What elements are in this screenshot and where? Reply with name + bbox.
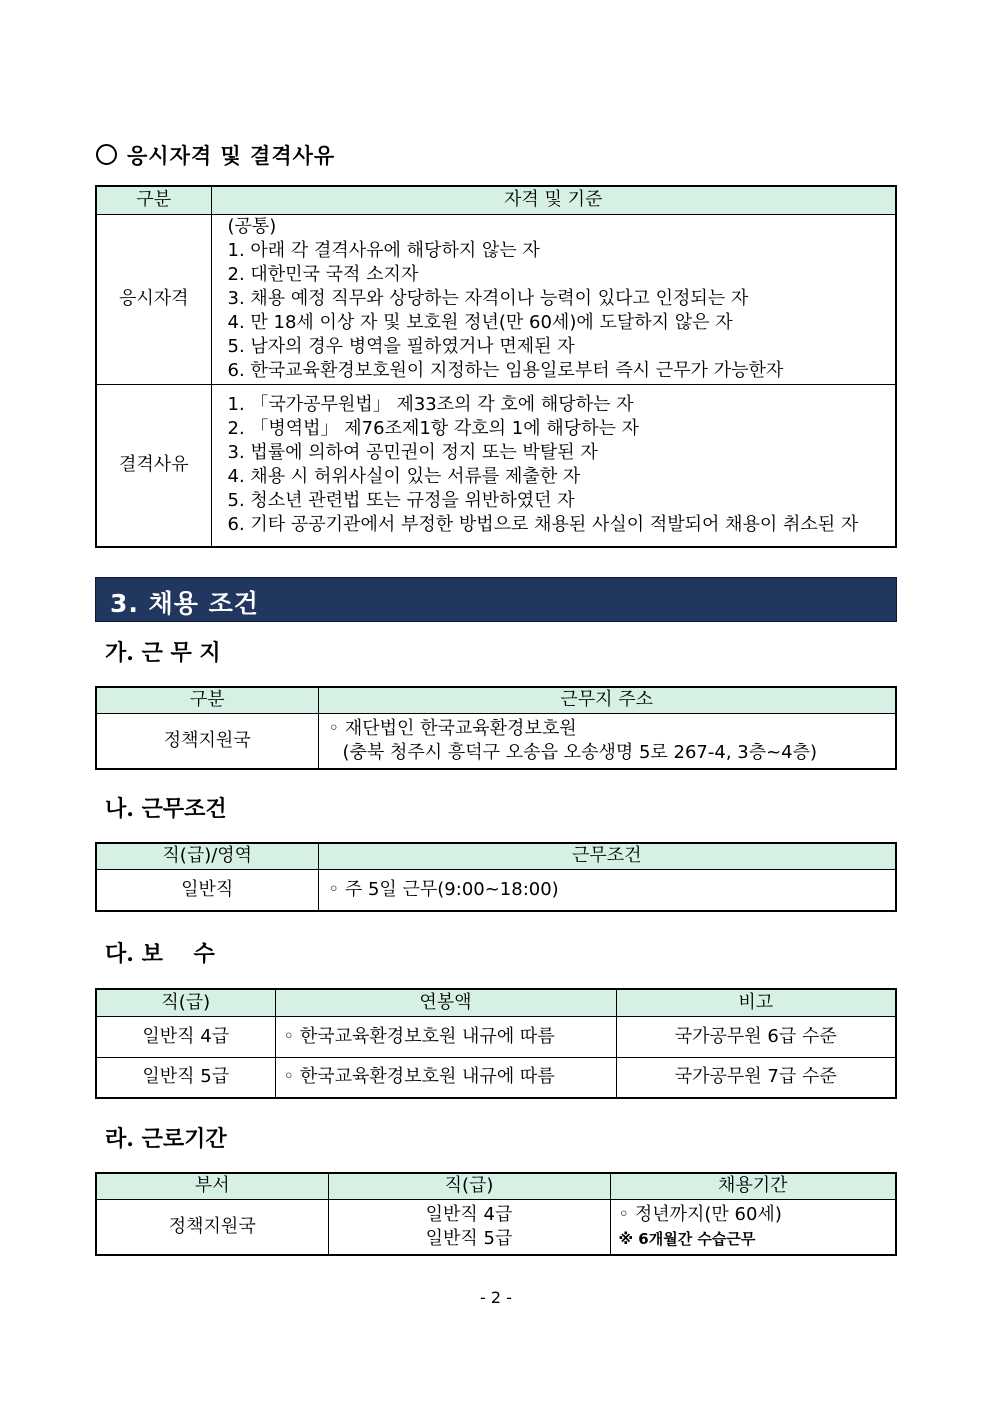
col-header-conditions: 근무조건 — [318, 843, 896, 869]
rank-line: 일반직 4급 — [425, 1203, 513, 1225]
salary-amount: ◦ 한국교육환경보호원 내규에 따름 — [275, 1016, 616, 1057]
list-item: 1. 「국가공무원법」 제33조의 각 호에 해당하는 자 — [227, 394, 634, 416]
period-dept: 정책지원국 — [96, 1199, 328, 1255]
col-header-salary: 연봉액 — [275, 989, 616, 1016]
col-header-category: 구분 — [96, 687, 318, 713]
section-banner — [95, 577, 897, 622]
address-line: ◦ 재단법인 한국교육환경보호원 — [328, 717, 577, 739]
col-header-category: 구분 — [96, 186, 211, 214]
address-line: (충북 청주시 흥덕구 오송읍 오송생명 5로 267-4, 3층~4층) — [342, 741, 818, 763]
list-item: 4. 채용 시 허위사실이 있는 서류를 제출한 자 — [227, 466, 581, 488]
period-heading: 라. 근로기간 — [105, 1126, 227, 1152]
salary-heading: 다. 보 수 — [105, 941, 215, 967]
conditions-heading: 나. 근무조건 — [105, 796, 227, 822]
workplace-table — [95, 686, 897, 770]
list-item: 2. 「병역법」 제76조제1항 각호의 1에 해당하는 자 — [227, 418, 640, 440]
workplace-address — [318, 713, 896, 769]
workplace-dept: 정책지원국 — [96, 713, 318, 769]
table-row — [96, 1057, 896, 1098]
term-text: ◦ 정년까지(만 60세) — [618, 1203, 782, 1225]
col-header-rank: 직(급) — [96, 989, 275, 1016]
salary-amount: ◦ 한국교육환경보호원 내규에 따름 — [275, 1057, 616, 1098]
salary-note: 국가공무원 7급 수준 — [616, 1057, 896, 1098]
workplace-heading: 가. 근 무 지 — [105, 640, 221, 666]
list-item: 3. 법률에 의하여 공민권이 정지 또는 박탈된 자 — [227, 442, 598, 464]
qualification-label: 응시자격 — [96, 214, 211, 384]
table-row — [96, 1016, 896, 1057]
probation-note: ※ 6개월간 수습근무 — [618, 1229, 756, 1248]
circle-bullet-icon — [96, 144, 117, 165]
list-item: (공통) — [227, 215, 277, 237]
col-header-rank: 직(급)/영역 — [96, 843, 318, 869]
col-header-term: 채용기간 — [610, 1173, 896, 1199]
salary-note: 국가공무원 6급 수준 — [616, 1016, 896, 1057]
list-item: 6. 한국교육환경보호원이 지정하는 임용일로부터 즉시 근무가 가능한자 — [227, 359, 784, 381]
col-header-note: 비고 — [616, 989, 896, 1016]
col-header-criteria: 자격 및 기준 — [211, 186, 896, 214]
conditions-table — [95, 842, 897, 912]
conditions-rank: 일반직 — [96, 869, 318, 911]
list-item: 5. 남자의 경우 병역을 필하였거나 면제된 자 — [227, 335, 575, 357]
period-table — [95, 1172, 897, 1256]
col-header-dept: 부서 — [96, 1173, 328, 1199]
list-item: 2. 대한민국 국적 소지자 — [227, 263, 419, 285]
salary-rank: 일반직 5급 — [96, 1057, 275, 1098]
eligibility-heading: 응시자격 및 결격사유 — [96, 140, 335, 170]
period-rank — [328, 1199, 610, 1255]
list-item: 5. 청소년 관련법 또는 규정을 위반하였던 자 — [227, 490, 575, 512]
eligibility-table — [95, 185, 897, 548]
list-item: 3. 채용 예정 직무와 상당하는 자격이나 능력이 있다고 인정되는 자 — [227, 287, 749, 309]
list-item: 1. 아래 각 결격사유에 해당하지 않는 자 — [227, 239, 540, 261]
qualification-list — [211, 214, 896, 384]
rank-line: 일반직 5급 — [425, 1227, 513, 1249]
col-header-rank: 직(급) — [328, 1173, 610, 1199]
list-item: 4. 만 18세 이상 자 및 보호원 정년(만 60세)에 도달하지 않은 자 — [227, 311, 733, 333]
list-item: 6. 기타 공공기관에서 부정한 방법으로 채용된 사실이 적발되어 채용이 취소된 자 — [227, 514, 859, 536]
disqualification-label: 결격사유 — [96, 384, 211, 547]
period-term — [610, 1199, 896, 1255]
salary-rank: 일반직 4급 — [96, 1016, 275, 1057]
section-title: 3. 채용 조건 — [110, 589, 259, 618]
col-header-address: 근무지 주소 — [318, 687, 896, 713]
disqualification-list — [211, 384, 896, 547]
conditions-detail: ◦ 주 5일 근무(9:00~18:00) — [318, 869, 896, 911]
salary-table — [95, 988, 897, 1099]
page-number: - 2 - — [480, 1288, 512, 1307]
